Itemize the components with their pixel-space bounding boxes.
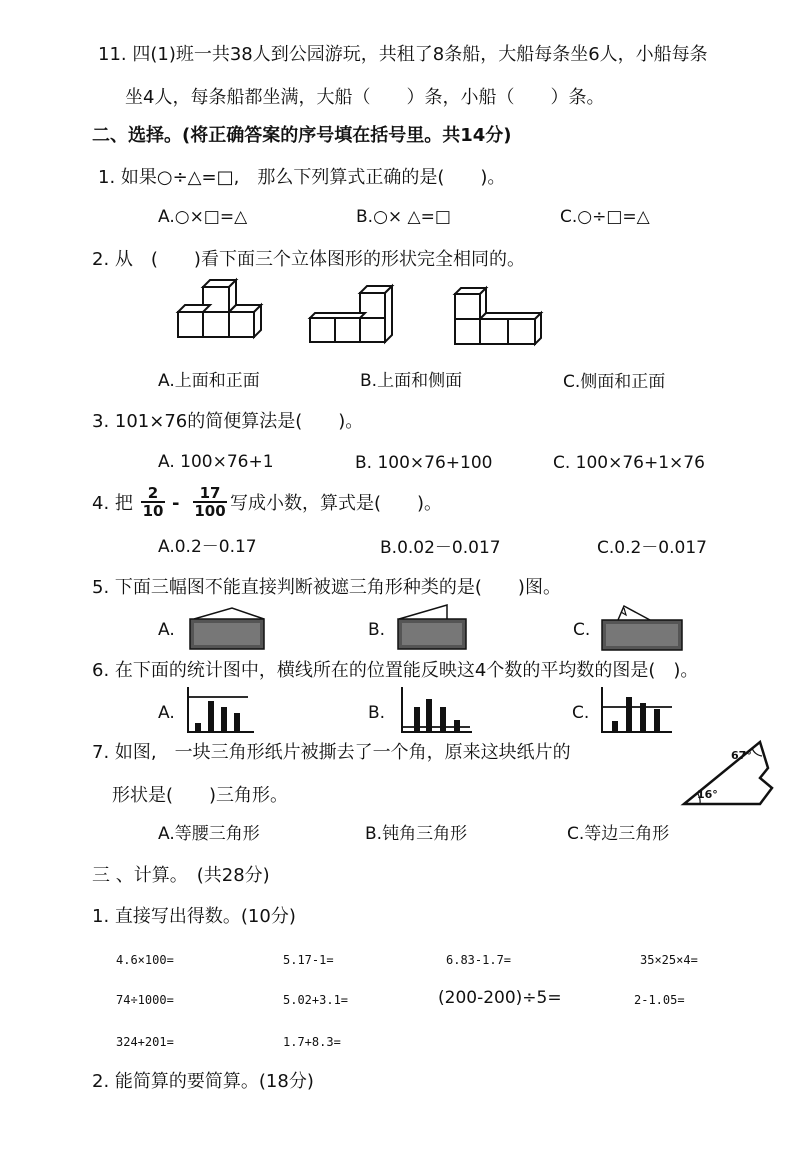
q1-option-b: B.○× △=□ bbox=[356, 207, 451, 227]
section2-title: 二、选择。(将正确答案的序号填在括号里。共14分) bbox=[92, 125, 512, 146]
q1-option-a: A.○×□=△ bbox=[158, 207, 248, 227]
q1-text: 1. 如果○÷△=□, 那么下列算式正确的是( )。 bbox=[98, 167, 506, 188]
calc-item: 324+201= bbox=[116, 1035, 174, 1049]
q6-option-b: B. bbox=[368, 703, 386, 723]
q5-figure-a bbox=[188, 607, 268, 652]
cube-figure-1 bbox=[170, 275, 270, 340]
cube-figure-2 bbox=[305, 285, 400, 350]
q5-figure-b bbox=[395, 604, 470, 652]
q5-option-a: A. bbox=[158, 620, 175, 640]
angle-67-label: 67° bbox=[731, 749, 752, 762]
cube-figure-3 bbox=[450, 285, 550, 350]
q4-prefix: 4. 把 bbox=[92, 493, 133, 514]
q4-option-c: C.0.2－0.017 bbox=[597, 538, 707, 558]
q3-option-b: B. 100×76+100 bbox=[355, 453, 493, 473]
q6-option-a: A. bbox=[158, 703, 175, 723]
calc-item: 2-1.05= bbox=[634, 993, 685, 1007]
q7-text-2: 形状是( )三角形。 bbox=[112, 785, 289, 806]
q2-option-c: C.侧面和正面 bbox=[563, 372, 666, 392]
calc-item: 1.7+8.3= bbox=[283, 1035, 341, 1049]
q3-option-a: A. 100×76+1 bbox=[158, 452, 274, 472]
q11-line2: 坐4人，每条船都坐满，大船（ ）条，小船（ ）条。 bbox=[125, 87, 605, 108]
q5-text: 5. 下面三幅图不能直接判断被遮三角形种类的是( )图。 bbox=[92, 577, 561, 598]
q7-option-c: C.等边三角形 bbox=[567, 824, 670, 844]
q6-option-c: C. bbox=[572, 703, 590, 723]
calc-item: 5.02+3.1= bbox=[283, 993, 349, 1007]
q4-fraction-2-numerator: 17 bbox=[193, 485, 227, 503]
q4-suffix: 写成小数，算式是( )。 bbox=[230, 493, 443, 514]
q4-fraction-1 bbox=[141, 485, 165, 519]
q2-text: 2. 从 ( )看下面三个立体图形的形状完全相同的。 bbox=[92, 249, 525, 270]
q5-option-b: B. bbox=[368, 620, 386, 640]
q4-fraction-1-denominator: 10 bbox=[142, 502, 164, 520]
q3-text: 3. 101×76的简便算法是( )。 bbox=[92, 411, 364, 432]
q7-option-b: B.钝角三角形 bbox=[365, 824, 468, 844]
q4-fraction-1-numerator: 2 bbox=[141, 485, 165, 503]
calc-item: 5.17-1= bbox=[283, 953, 334, 967]
calc-item: 74÷1000= bbox=[116, 993, 174, 1007]
q7-text: 7. 如图, 一块三角形纸片被撕去了一个角，原来这块纸片的 bbox=[92, 742, 571, 763]
calc-item: (200-200)÷5= bbox=[438, 988, 562, 1008]
q6-chart-c bbox=[600, 685, 675, 735]
q4-option-b: B.0.02－0.017 bbox=[380, 538, 501, 558]
q7-option-a: A.等腰三角形 bbox=[158, 824, 260, 844]
q5-figure-c bbox=[600, 603, 685, 653]
calc-item: 4.6×100= bbox=[116, 953, 174, 967]
section3-part1-title: 1. 直接写出得数。(10分) bbox=[92, 906, 296, 927]
calc-item: 6.83-1.7= bbox=[446, 953, 512, 967]
q4-minus: - bbox=[172, 493, 180, 514]
angle-16-label: 16° bbox=[697, 788, 718, 801]
section3-part2-title: 2. 能简算的要简算。(18分) bbox=[92, 1071, 314, 1092]
q2-option-a: A.上面和正面 bbox=[158, 371, 260, 391]
q1-option-c: C.○÷□=△ bbox=[560, 207, 650, 227]
q6-chart-b bbox=[400, 685, 475, 735]
q11-line1: 11. 四(1)班一共38人到公园游玩，共租了8条船，大船每条坐6人，小船每条 bbox=[98, 44, 708, 65]
q4-fraction-2-denominator: 100 bbox=[194, 502, 226, 520]
q6-text: 6. 在下面的统计图中，横线所在的位置能反映这4个数的平均数的图是( )。 bbox=[92, 660, 699, 681]
q4-fraction-2 bbox=[193, 485, 227, 519]
q4-option-a: A.0.2－0.17 bbox=[158, 537, 257, 557]
q3-option-c: C. 100×76+1×76 bbox=[553, 453, 705, 473]
section3-title: 三 、计算。 (共28分) bbox=[92, 865, 270, 886]
q5-option-c: C. bbox=[573, 620, 591, 640]
q2-option-b: B.上面和侧面 bbox=[360, 371, 463, 391]
calc-item: 35×25×4= bbox=[640, 953, 698, 967]
q6-chart-a bbox=[186, 685, 256, 735]
